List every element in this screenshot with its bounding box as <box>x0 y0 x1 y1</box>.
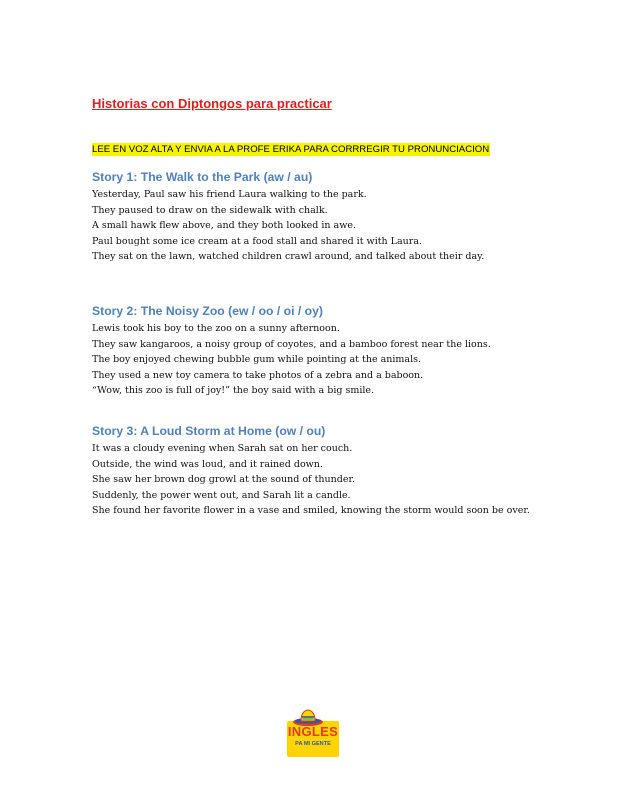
logo-name: INGLES <box>287 724 339 739</box>
story-line: She found her favorite flower in a vase and smiled, knowing the storm would soon be over. <box>92 505 530 517</box>
instruction-text: LEE EN VOZ ALTA Y ENVIA A LA PROFE ERIKA PARA CORRREGIR TU PRONUNCIACION <box>92 144 490 155</box>
story-3 <box>92 424 562 519</box>
story-line: They used a new toy camera to take photos of a zebra and a baboon. <box>92 369 424 381</box>
story-line: They saw kangaroos, a noisy group of coyotes, and a bamboo forest near the lions. <box>92 338 491 350</box>
story-heading: Story 3: A Loud Storm at Home (ow / ou) <box>92 424 326 438</box>
story-2 <box>92 304 562 399</box>
story-line: Suddenly, the power went out, and Sarah lit a candle. <box>92 489 351 501</box>
brand-logo <box>287 707 339 757</box>
story-line: She saw her brown dog growl at the sound of thunder. <box>92 474 355 486</box>
story-1 <box>92 170 562 265</box>
story-heading: Story 2: The Noisy Zoo (ew / oo / oi / oy) <box>92 304 323 318</box>
story-line: Paul bought some ice cream at a food stall and shared it with Laura. <box>92 235 422 247</box>
story-line: “Wow, this zoo is full of joy!” the boy said with a big smile. <box>92 385 375 397</box>
document-title: Historias con Diptongos para practicar <box>92 96 332 111</box>
story-line: They sat on the lawn, watched children crawl around, and talked about their day. <box>92 251 485 263</box>
logo-tagline: PA MI GENTE <box>295 741 331 747</box>
story-line: They paused to draw on the sidewalk with chalk. <box>92 204 328 216</box>
story-line: The boy enjoyed chewing bubble gum while pointing at the animals. <box>92 354 422 366</box>
story-line: It was a cloudy evening when Sarah sat on her couch. <box>92 443 353 454</box>
story-line: Outside, the wind was loud, and it rained down. <box>92 458 323 470</box>
story-line: Lewis took his boy to the zoo on a sunny afternoon. <box>92 323 340 334</box>
story-line: Yesterday, Paul saw his friend Laura walking to the park. <box>92 189 367 200</box>
story-line: A small hawk flew above, and they both looked in awe. <box>92 220 356 232</box>
story-heading: Story 1: The Walk to the Park (aw / au) <box>92 170 313 184</box>
